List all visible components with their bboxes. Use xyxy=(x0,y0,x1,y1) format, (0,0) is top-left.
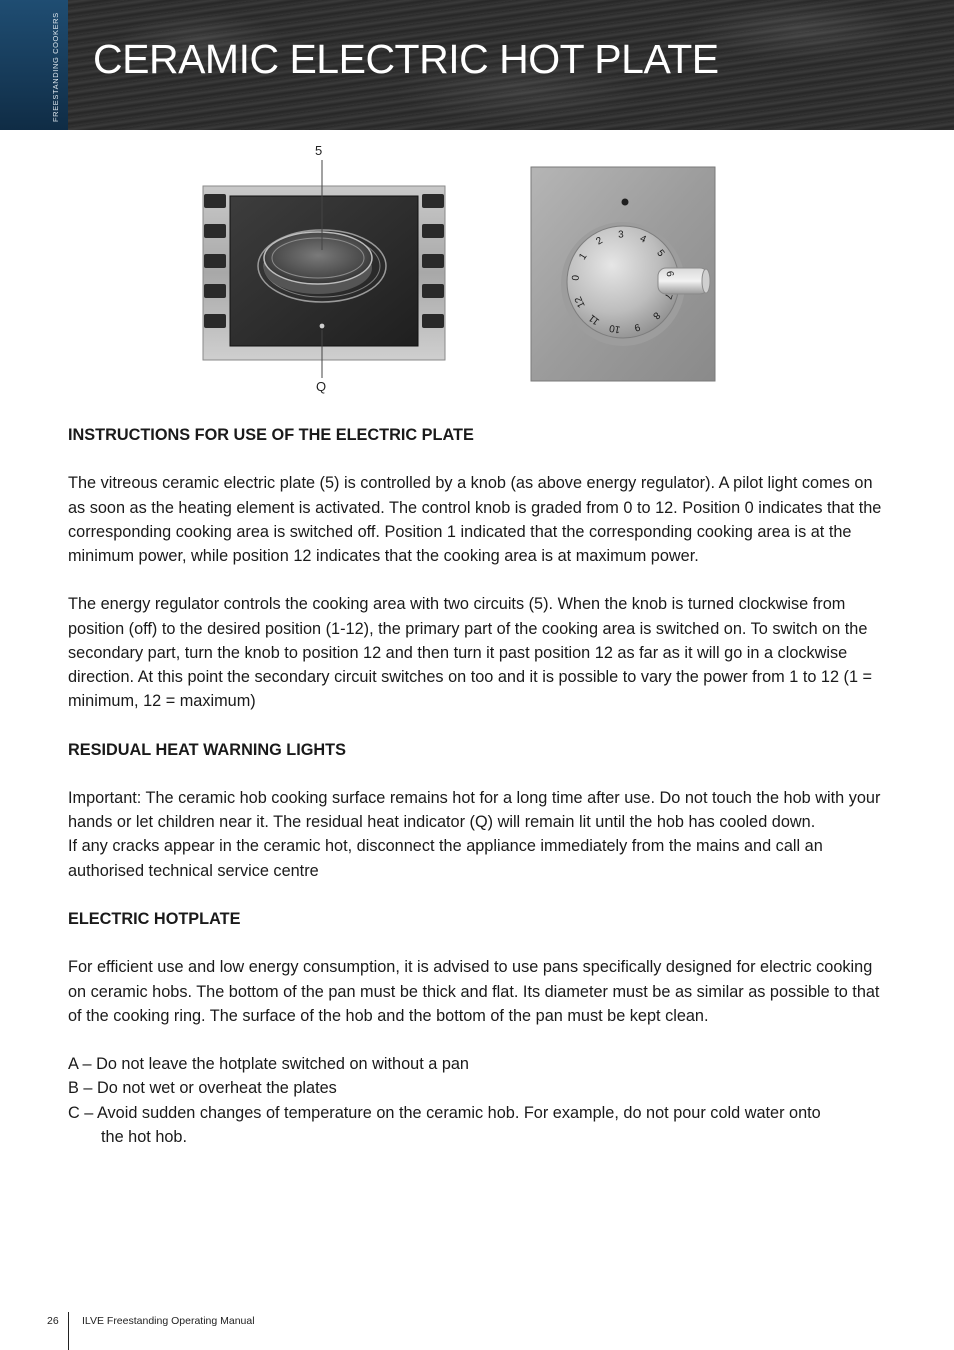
knob-mark: 11 xyxy=(586,311,602,327)
knob-mark: 2 xyxy=(594,235,605,248)
header-banner xyxy=(0,0,954,130)
list-letter: B xyxy=(68,1079,79,1098)
paragraph: If any cracks appear in the ceramic hot, disconnect the appliance immediately from the mains and call an authorised technical service centre xyxy=(68,837,823,880)
knob-mark: 0 xyxy=(570,274,582,282)
section-tab xyxy=(0,0,68,130)
knob-mark: 3 xyxy=(617,229,624,241)
callout-label-q: Q xyxy=(316,379,327,394)
hob-figure xyxy=(200,140,448,400)
knob-mark: 6 xyxy=(663,270,676,278)
list-item xyxy=(68,1052,894,1076)
knob-mark: 10 xyxy=(608,321,622,335)
instructions-content xyxy=(68,423,894,1149)
knob-mark: 5 xyxy=(654,247,667,259)
section-tab-label: FREESTANDING COOKERS xyxy=(51,12,60,122)
residual-heat-indicator-icon xyxy=(320,324,325,329)
manual-title: ILVE Freestanding Operating Manual xyxy=(82,1315,255,1327)
hob-illustration xyxy=(200,140,448,400)
list-letter: A xyxy=(68,1055,78,1074)
page-footer xyxy=(0,1312,954,1350)
footer-divider xyxy=(68,1312,69,1350)
paragraph: The vitreous ceramic electric plate (5) is controlled by a knob (as above energy regulator). A pilot light comes on as soon as the heating element is activated. The control knob is graded from 0 to 12. Position 0 indicates that the corresponding cooking area is switched off. Position 1 indicated that the corresponding cooking area is at the minimum power, while position 12 indicates that the cooking area is at maximum power. xyxy=(68,474,882,565)
list-text: – Do not wet or overheat the plates xyxy=(78,1079,337,1098)
page-number: 26 xyxy=(47,1315,59,1327)
list-text: – Do not leave the hotplate switched on without a pan xyxy=(77,1055,469,1074)
control-knob-illustration xyxy=(530,166,716,382)
knob-mark: 8 xyxy=(650,309,663,322)
knob-mark: 12 xyxy=(573,294,588,310)
paragraph: Important: The ceramic hob cooking surface remains hot for a long time after use. Do not touch the hob with your hands or let children near it. The residual heat indicator (Q) will remain lit until the hob has cooled down. xyxy=(68,788,881,832)
knob-figure xyxy=(530,166,716,382)
paragraph: For efficient use and low energy consumption, it is advised to use pans specifically designed for electric cooking on ceramic hobs. The bottom of the pan must be thick and flat. Its diameter must be as similar as possible to that of the cooking ring. The surface of the hob and the bottom of the pan must be kept clean. xyxy=(68,958,880,1025)
section-heading: ELECTRIC HOTPLATE xyxy=(68,909,241,928)
paragraph: The energy regulator controls the cooking area with two circuits (5). When the knob is turned clockwise from position (off) to the desired position (1-12), the primary part of the cooking area is switched on. To switch on the secondary part, turn the knob to position 12 and then turn it past position 12 as far as it will go in a clockwise direction. At this point the secondary circuit switches on too and it is possible to vary the power from 1 to 12 (1 = minimum, 12 = maximum) xyxy=(68,595,873,711)
list-text: – Avoid sudden changes of temperature on the ceramic hob. For example, do not pour cold water onto xyxy=(79,1103,821,1122)
section-electric-hotplate xyxy=(68,907,894,1149)
list-item xyxy=(68,1076,894,1100)
section-heading: RESIDUAL HEAT WARNING LIGHTS xyxy=(68,740,346,759)
callout-label-5: 5 xyxy=(315,143,323,158)
knob-mark: 7 xyxy=(661,291,674,301)
section-heading: INSTRUCTIONS FOR USE OF THE ELECTRIC PLATE xyxy=(68,426,474,444)
knob-mark: 1 xyxy=(577,251,590,263)
section-instructions xyxy=(68,423,894,713)
knob-mark: 9 xyxy=(632,320,642,333)
list-letter: C xyxy=(68,1103,80,1122)
knob-mark: 4 xyxy=(638,233,648,246)
section-residual-heat xyxy=(68,738,894,883)
advice-list xyxy=(68,1052,894,1149)
pilot-light-icon xyxy=(622,199,629,206)
page-title: CERAMIC ELECTRIC HOT PLATE xyxy=(93,36,719,82)
list-item xyxy=(68,1101,894,1125)
list-item-continuation: the hot hob. xyxy=(101,1127,188,1146)
